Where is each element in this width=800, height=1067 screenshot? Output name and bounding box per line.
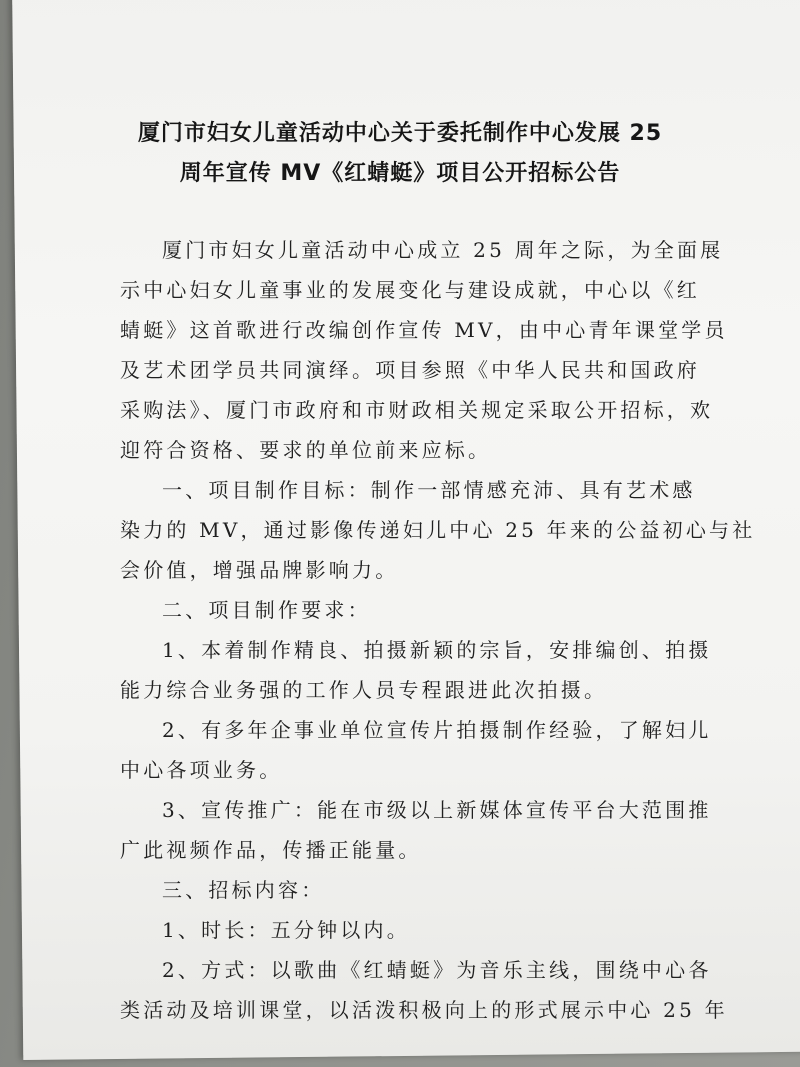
section-1-line-1: 一、项目制作目标：制作一部情感充沛、具有艺术感 bbox=[162, 478, 696, 502]
document-title-line-2: 周年宣传 MV《红蜻蜓》项目公开招标公告 bbox=[179, 161, 621, 186]
paragraph-line-5: 采购法》、厦门市政府和市财政相关规定采取公开招标，欢 bbox=[120, 398, 714, 422]
paragraph-line-6: 迎符合资格、要求的单位前来应标。 bbox=[120, 438, 492, 462]
section-2-item-3-line-1: 3、宣传推广：能在市级以上新媒体宣传平台大范围推 bbox=[162, 798, 712, 822]
section-3-item-2-line-2: 类活动及培训课堂，以活泼积极向上的形式展示中心 25 年 bbox=[120, 998, 728, 1022]
section-2-item-2-line-2: 中心各项业务。 bbox=[120, 758, 283, 782]
section-2-item-3-line-2: 广此视频作品，传播正能量。 bbox=[120, 838, 422, 862]
document-title-line-1: 厦门市妇女儿童活动中心关于委托制作中心发展 25 bbox=[137, 121, 663, 146]
section-3-heading: 三、招标内容： bbox=[162, 878, 325, 902]
paragraph-line-1: 厦门市妇女儿童活动中心成立 25 周年之际，为全面展 bbox=[162, 238, 724, 262]
section-1-line-2: 染力的 MV，通过影像传递妇儿中心 25 年来的公益初心与社 bbox=[120, 518, 756, 542]
section-1-line-3: 会价值，增强品牌影响力。 bbox=[120, 558, 399, 582]
section-2-item-1-line-2: 能力综合业务强的工作人员专程跟进此次拍摄。 bbox=[120, 678, 608, 702]
paragraph-line-4: 及艺术团学员共同演绎。项目参照《中华人民共和国政府 bbox=[120, 358, 700, 382]
section-2-item-2-line-1: 2、有多年企事业单位宣传片拍摄制作经验，了解妇儿 bbox=[162, 718, 712, 742]
section-3-item-2-line-1: 2、方式：以歌曲《红蜻蜓》为音乐主线，围绕中心各 bbox=[162, 958, 712, 982]
section-2-item-1-line-1: 1、本着制作精良、拍摄新颖的宗旨，安排编创、拍摄 bbox=[162, 638, 712, 662]
section-2-heading: 二、项目制作要求： bbox=[162, 598, 371, 622]
paragraph-line-2: 示中心妇女儿童事业的发展变化与建设成就，中心以《红 bbox=[120, 278, 700, 302]
section-3-item-1: 1、时长：五分钟以内。 bbox=[162, 918, 410, 942]
paragraph-line-3: 蜻蜓》这首歌进行改编创作宣传 MV，由中心青年课堂学员 bbox=[120, 318, 728, 342]
